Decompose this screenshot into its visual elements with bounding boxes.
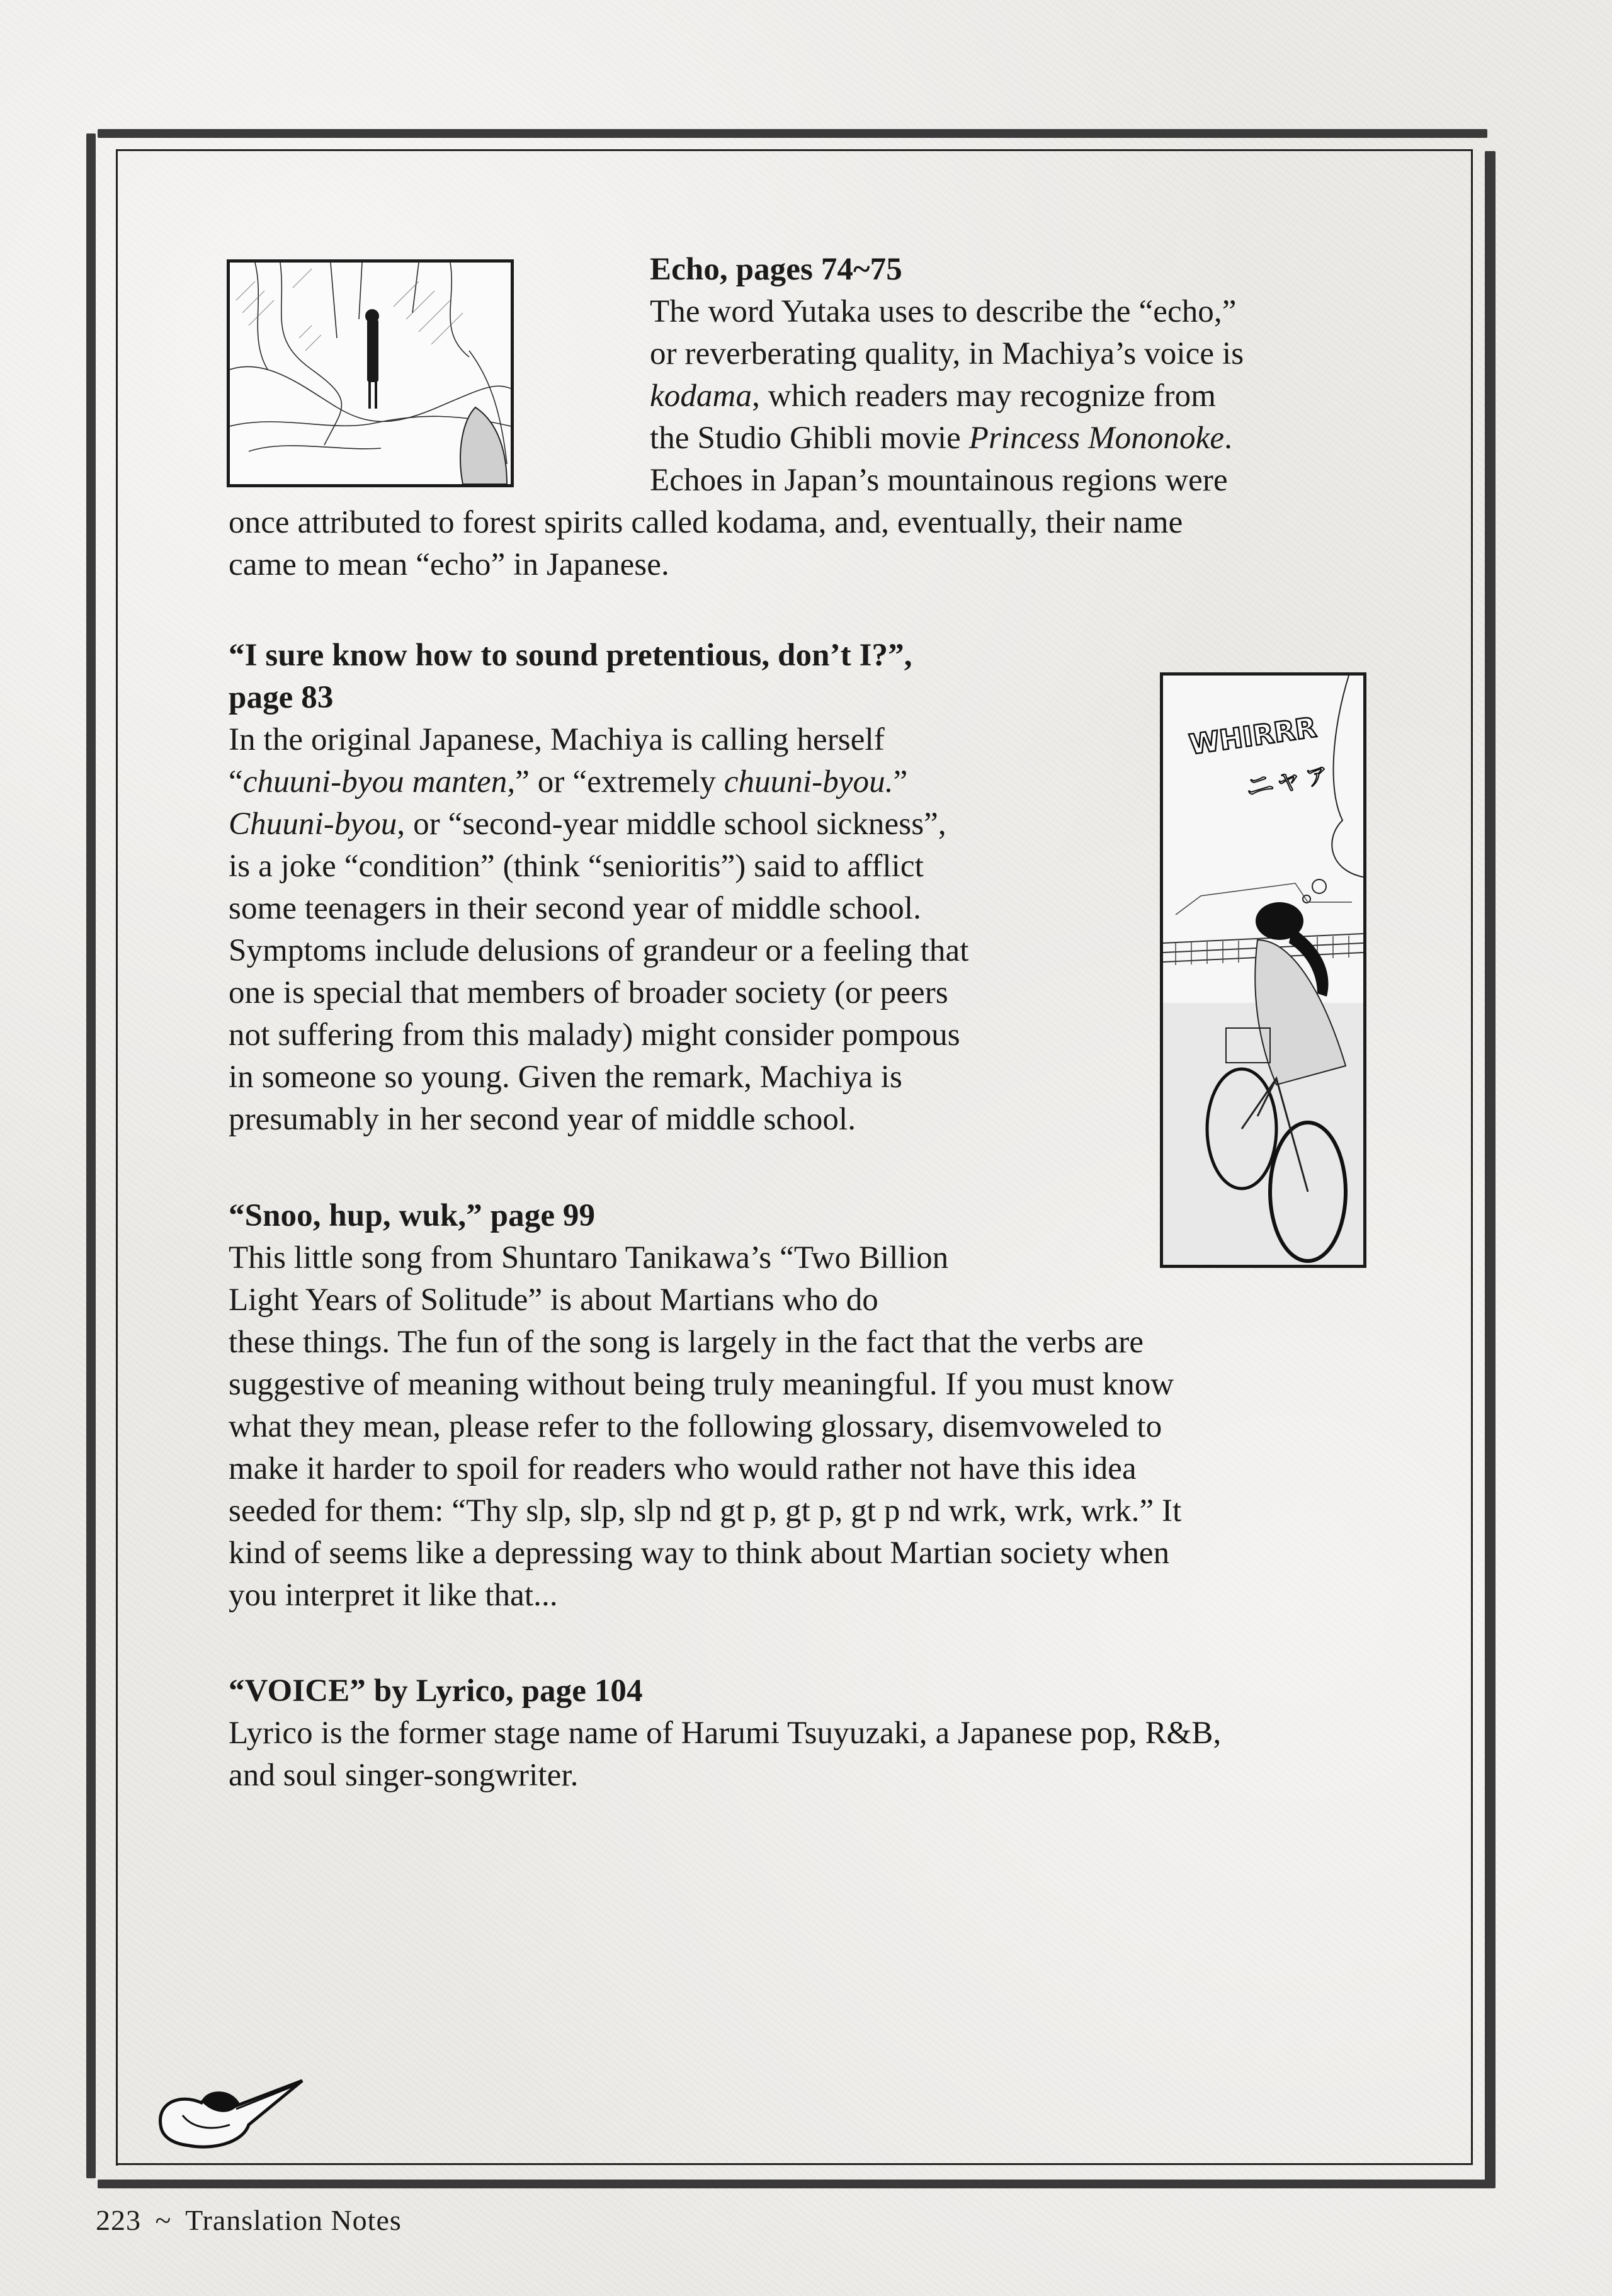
note-line: Lyrico is the former stage name of Harumi Tsuyuzaki, a Japanese pop, R&B, xyxy=(229,1716,1222,1751)
bicycle-scene-illustration xyxy=(1160,672,1366,1268)
note-line: once attributed to forest spirits called kodama, and, eventually, their name xyxy=(229,505,1183,540)
page-footer xyxy=(96,2203,402,2237)
note-line: is a joke “condition” (think “senioritis”) said to afflict xyxy=(229,849,924,884)
note-line: suggestive of meaning without being truly meaningful. If you must know xyxy=(229,1367,1174,1402)
note-heading: Echo, pages 74~75 xyxy=(650,252,902,287)
note-line: Chuuni-byou, or “second-year middle school sickness”, xyxy=(229,806,946,842)
note-line: some teenagers in their second year of middle school. xyxy=(229,891,922,926)
note-line: kodama, which readers may recognize from xyxy=(650,378,1216,414)
forest-scene-illustration xyxy=(227,259,514,487)
note-heading: “VOICE” by Lyrico, page 104 xyxy=(229,1673,643,1709)
note-line: The word Yutaka uses to describe the “echo,” xyxy=(650,294,1237,329)
forest-illustration-icon xyxy=(230,263,511,484)
note-line: This little song from Shuntaro Tanikawa’s “Two Billion xyxy=(229,1240,949,1275)
sfx-whirrr: WHIRRR xyxy=(1187,711,1319,762)
footer-separator: ~ xyxy=(155,2204,172,2236)
note-line: presumably in her second year of middle school. xyxy=(229,1102,856,1137)
note-line: in someone so young. Given the remark, Machiya is xyxy=(229,1060,902,1095)
note-line: the Studio Ghibli movie Princess Mononoke. xyxy=(650,421,1232,456)
note-line: make it harder to spoil for readers who would rather not have this idea xyxy=(229,1451,1137,1486)
note-line: one is special that members of broader society (or peers xyxy=(229,975,948,1010)
note-line: kind of seems like a depressing way to think about Martian society when xyxy=(229,1535,1170,1571)
note-line: you interpret it like that... xyxy=(229,1578,558,1613)
page-number: 223 xyxy=(96,2204,141,2236)
note-line: Symptoms include delusions of grandeur or a feeling that xyxy=(229,933,969,968)
note-line: came to mean “echo” in Japanese. xyxy=(229,547,669,582)
note-line: “chuuni-byou manten,” or “extremely chuuni-byou.” xyxy=(229,764,908,800)
note-heading: “Snoo, hup, wuk,” page 99 xyxy=(229,1198,596,1233)
note-heading: page 83 xyxy=(229,680,334,715)
bicycle-illustration-icon xyxy=(1163,676,1363,1265)
note-heading: “I sure know how to sound pretentious, don’t I?”, xyxy=(229,638,912,673)
note-line: In the original Japanese, Machiya is calling herself xyxy=(229,722,885,757)
sfx-japanese: ニャァ xyxy=(1242,754,1334,805)
note-line: these things. The fun of the song is largely in the fact that the verbs are xyxy=(229,1325,1144,1360)
note-line: not suffering from this malady) might consider pompous xyxy=(229,1017,960,1053)
footer-section-title: Translation Notes xyxy=(185,2204,402,2236)
note-line: or reverberating quality, in Machiya’s voice is xyxy=(650,336,1244,371)
note-line: Echoes in Japan’s mountainous regions were xyxy=(650,463,1228,498)
note-line: and soul singer-songwriter. xyxy=(229,1758,579,1793)
note-line: what they mean, please refer to the following glossary, disemvoweled to xyxy=(229,1409,1162,1444)
note-line: Light Years of Solitude” is about Martians who do xyxy=(229,1282,878,1318)
note-line: seeded for them: “Thy slp, slp, slp nd gt p, gt p, gt p nd wrk, wrk, wrk.” It xyxy=(229,1493,1182,1529)
bird-doodle-ornament xyxy=(154,2065,312,2153)
bird-icon xyxy=(154,2065,312,2153)
